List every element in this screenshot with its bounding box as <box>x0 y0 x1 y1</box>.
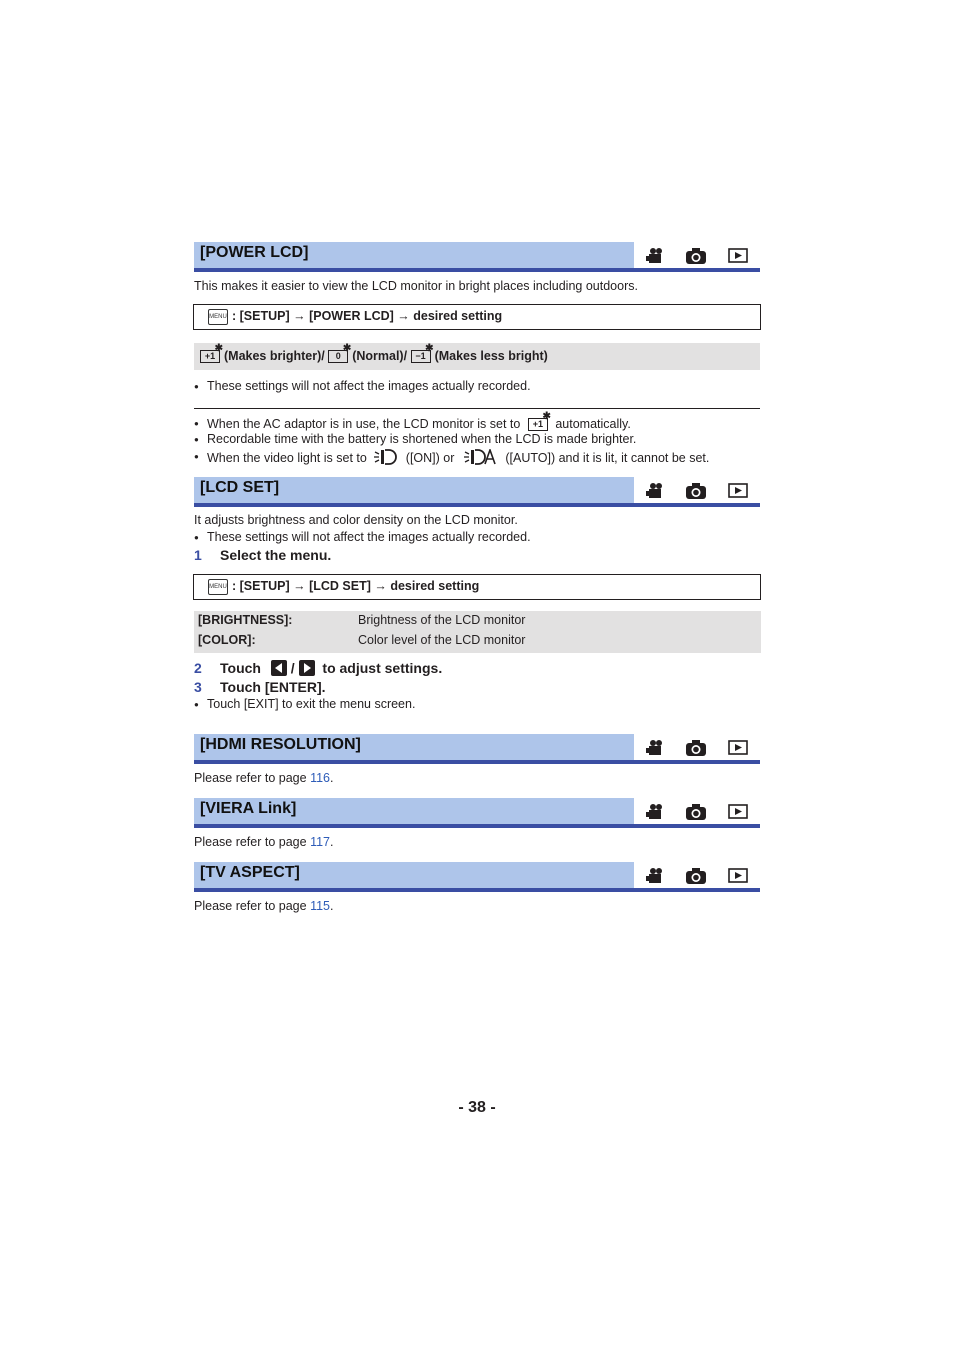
video-mode-icon <box>646 739 666 757</box>
brighter-icon: +1 ✱ <box>200 348 222 362</box>
video-mode-icon <box>646 867 666 885</box>
table-label: [BRIGHTNESS]: <box>198 613 293 627</box>
step-text: Touch [ENTER]. <box>220 679 326 695</box>
playback-mode-icon <box>728 803 748 821</box>
video-light-auto-icon <box>464 449 496 465</box>
menu-path-text: : [SETUP] → [POWER LCD] → desired setting <box>232 309 503 323</box>
header-rule <box>194 503 760 507</box>
playback-mode-icon <box>728 482 748 500</box>
power-lcd-menu-path <box>193 304 761 330</box>
mode-icons <box>646 867 760 887</box>
mode-icons <box>646 739 760 759</box>
lcd-set-table <box>194 611 761 653</box>
video-light-bullet: ● When the video light is set to ([ON]) or ([AUTO]) and it is lit, it cannot be set. <box>207 449 709 465</box>
playback-mode-icon <box>728 739 748 757</box>
photo-mode-icon <box>686 482 706 500</box>
table-value: Color level of the LCD monitor <box>358 633 526 647</box>
brighter-icon: +1 ✱ <box>528 416 550 430</box>
power-lcd-options-bar <box>194 343 760 370</box>
divider <box>194 408 760 409</box>
header-rule <box>194 824 760 828</box>
hdmi-resolution-header <box>194 734 760 764</box>
lcd-set-note: ● These settings will not affect the images actually recorded. <box>207 530 531 544</box>
step-text: Select the menu. <box>220 547 332 563</box>
menu-path-text: : [SETUP] → [LCD SET] → desired setting <box>232 579 480 593</box>
header-rule <box>194 268 760 272</box>
left-arrow-icon <box>271 660 287 676</box>
menu-icon: MENU <box>208 309 228 325</box>
video-mode-icon <box>646 803 666 821</box>
section-title: [VIERA Link] <box>200 800 297 817</box>
tv-aspect-header <box>194 862 760 892</box>
header-rule <box>194 888 760 892</box>
mode-icons <box>646 247 760 267</box>
playback-mode-icon <box>728 247 748 265</box>
power-lcd-note: ● These settings will not affect the images actually recorded. <box>207 379 531 393</box>
section-title: [LCD SET] <box>200 479 280 496</box>
section-title: [HDMI RESOLUTION] <box>200 736 361 753</box>
recordable-time-bullet: ● Recordable time with the battery is shortened when the LCD is made brighter. <box>207 432 636 446</box>
brighter-label: (Makes brighter)/ <box>224 349 325 363</box>
table-value: Brightness of the LCD monitor <box>358 613 526 627</box>
playback-mode-icon <box>728 867 748 885</box>
lcd-set-description: It adjusts brightness and color density on the LCD monitor. <box>194 513 518 527</box>
step-number: 2 <box>194 660 202 676</box>
video-mode-icon <box>646 247 666 265</box>
tv-aspect-refer: Please refer to page 115. <box>194 899 334 913</box>
photo-mode-icon <box>686 867 706 885</box>
normal-icon: 0 ✱ <box>328 348 350 362</box>
lcd-set-menu-path <box>193 574 761 600</box>
step-text: Touch / to adjust settings. <box>220 660 443 676</box>
ac-adaptor-bullet: ● When the AC adaptor is in use, the LCD monitor is set to +1 ✱ automatically. <box>207 416 631 431</box>
page-link[interactable]: 116 <box>310 771 330 785</box>
power-lcd-options <box>200 343 548 363</box>
video-light-on-icon <box>374 449 398 465</box>
less-bright-label: (Makes less bright) <box>434 349 548 363</box>
normal-label: (Normal)/ <box>352 349 408 363</box>
video-mode-icon <box>646 482 666 500</box>
section-title: [POWER LCD] <box>200 244 309 261</box>
lcd-set-header <box>194 477 760 507</box>
hdmi-refer: Please refer to page 116. <box>194 771 334 785</box>
menu-icon: MENU <box>208 579 228 595</box>
page-number: - 38 - <box>458 1099 496 1116</box>
page-link[interactable]: 117 <box>310 835 330 849</box>
page-link[interactable]: 115 <box>310 899 330 913</box>
step-number: 3 <box>194 679 202 695</box>
table-label: [COLOR]: <box>198 633 256 647</box>
power-lcd-header <box>194 242 760 272</box>
exit-note: ● Touch [EXIT] to exit the menu screen. <box>207 697 415 711</box>
photo-mode-icon <box>686 803 706 821</box>
viera-link-header <box>194 798 760 828</box>
header-rule <box>194 760 760 764</box>
right-arrow-icon <box>299 660 315 676</box>
section-title: [TV ASPECT] <box>200 864 300 881</box>
photo-mode-icon <box>686 739 706 757</box>
mode-icons <box>646 803 760 823</box>
viera-refer: Please refer to page 117. <box>194 835 334 849</box>
mode-icons <box>646 482 760 502</box>
photo-mode-icon <box>686 247 706 265</box>
less-bright-icon: −1 ✱ <box>411 348 433 362</box>
step-number: 1 <box>194 547 202 563</box>
power-lcd-description: This makes it easier to view the LCD monitor in bright places including outdoors. <box>194 279 638 293</box>
